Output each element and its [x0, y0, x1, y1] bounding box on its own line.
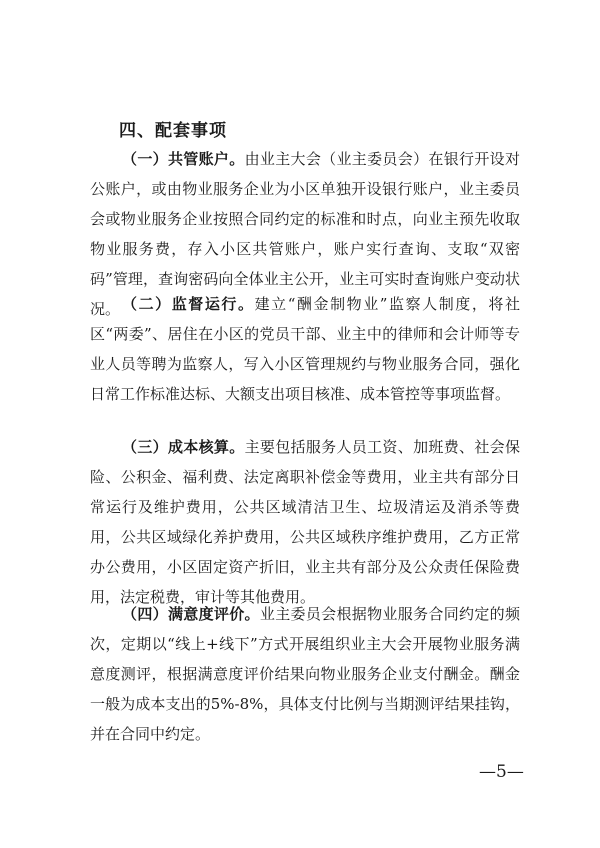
- paragraph-body: 主要包括服务人员工资、加班费、社会保险、公积金、福利费、法定离职补偿金等费用，业主共有部分日常运行及维护费用，公共区域清洁卫生、垃圾清运及消杀等费用，公共区域绿化养护费用，公共区域秩序维护费用，乙方正常办公费用，小区固定资产折旧，业主共有部分及公众责任保险费用，法定税费，审计等其他费用。: [90, 438, 520, 606]
- page-number: —5—: [479, 762, 524, 782]
- paragraph-lead: （二）监督运行。: [122, 295, 255, 313]
- paragraph-satisfaction: [90, 599, 520, 749]
- paragraph-supervision: [90, 289, 520, 409]
- paragraph-lead: （一）共管账户。: [122, 150, 245, 168]
- paragraph-body: 业主委员会根据物业服务合同约定的频次，定期以“线上+线下”方式开展组织业主大会开展物业服务满意度测评，根据满意度评价结果向物业服务企业支付酬金。酬金一般为成本支出的5%-8%，具体支付比例与当期测评结果挂钩，并在合同中约定。: [90, 605, 520, 743]
- paragraph-body: 由业主大会（业主委员会）在银行开设对公账户，或由物业服务企业为小区单独开设银行账户，业主委员会或物业服务企业按照合同约定的标准和时点，向业主预先收取物业服务费，存入小区共管账户，账户实行查询、支取“双密码”管理，查询密码向全体业主公开，业主可实时查询账户变动状况。: [90, 150, 520, 318]
- section-heading: 四、配套事项: [119, 121, 227, 141]
- paragraph-body: 建立“酬金制物业”监察人制度，将社区“两委”、居住在小区的党员干部、业主中的律师和会计师等专业人员等聘为监察人，写入小区管理规约与物业服务合同，强化日常工作标准达标、大额支出项目核准、成本管控等事项监督。: [90, 295, 520, 403]
- paragraph-lead: （四）满意度评价。: [122, 605, 260, 623]
- paragraph-cost-accounting: [90, 432, 520, 612]
- paragraph-lead: （三）成本核算。: [122, 438, 245, 456]
